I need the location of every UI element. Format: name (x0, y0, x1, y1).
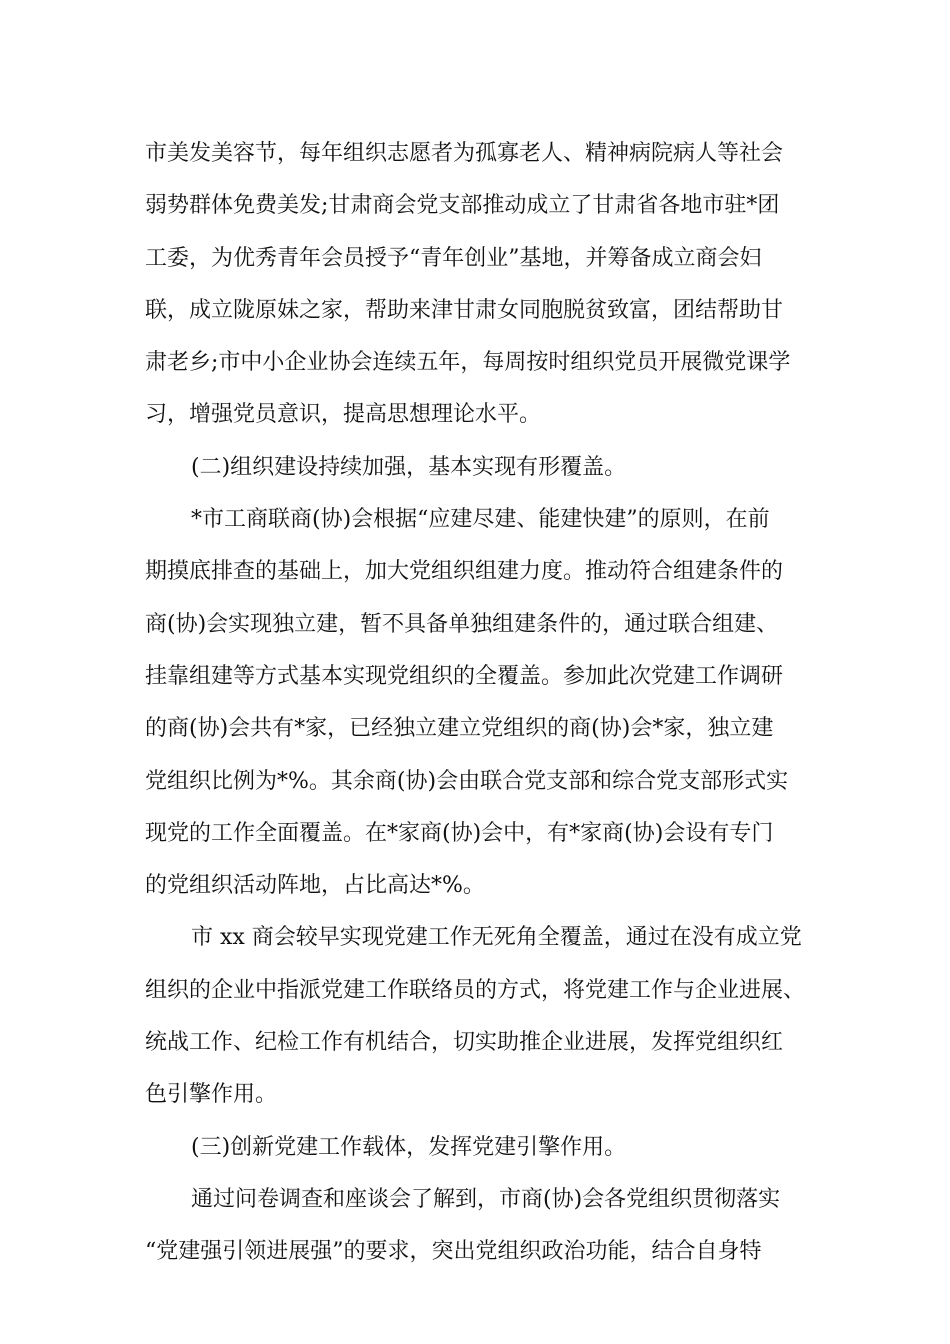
text-line: 的商(协)会共有*家，已经独立建立党组织的商(协)会*家，独立建 (145, 716, 774, 742)
text-line: 色引擎作用。 (145, 1082, 278, 1108)
text-line: 联，成立陇原妹之家，帮助来津甘肃女同胞脱贫致富，团结帮助甘 (145, 297, 784, 323)
document-body (145, 134, 825, 1285)
text-line: 党组织比例为*%。其余商(协)会由联合党支部和综合党支部形式实 (145, 768, 789, 794)
section-heading: (二)组织建设持续加强，基本实现有形覆盖。 (191, 454, 627, 480)
text-line: 现党的工作全面覆盖。在*家商(协)会中，有*家商(协)会设有专门 (145, 820, 774, 846)
text-line: 通过问卷调查和座谈会了解到，市商(协)会各党组织贯彻落实 (191, 1186, 781, 1212)
text-line: *市工商联商(协)会根据“应建尽建、能建快建”的原则，在前 (191, 507, 770, 533)
text-line: 肃老乡;市中小企业协会连续五年，每周按时组织党员开展微党课学 (145, 350, 791, 376)
section-heading: (三)创新党建工作载体，发挥党建引擎作用。 (191, 1134, 627, 1160)
text-line: 弱势群体免费美发;甘肃商会党支部推动成立了甘肃省各地市驻*团 (145, 193, 780, 219)
text-line: 商(协)会实现独立建，暂不具备单独组建条件的，通过联合组建、 (145, 611, 779, 637)
text-line: 期摸底排查的基础上，加大党组织组建力度。推动符合组建条件的 (145, 559, 784, 585)
text-line: 的党组织活动阵地，占比高达*%。 (145, 873, 485, 899)
text-line: “党建强引领进展强”的要求，突出党组织政治功能，结合自身特 (145, 1239, 762, 1265)
text-line: 组织的企业中指派党建工作联络员的方式，将党建工作与企业进展、 (145, 977, 806, 1003)
text-line: 市 xx 商会较早实现党建工作无死角全覆盖，通过在没有成立党 (191, 925, 802, 951)
text-line: 统战工作、纪检工作有机结合，切实助推企业进展，发挥党组织红 (145, 1030, 784, 1056)
text-line: 挂靠组建等方式基本实现党组织的全覆盖。参加此次党建工作调研 (145, 663, 784, 689)
text-line: 习，增强党员意识，提高思想理论水平。 (145, 402, 542, 428)
text-line: 市美发美容节，每年组织志愿者为孤寡老人、精神病院病人等社会 (145, 141, 784, 166)
text-line: 工委，为优秀青年会员授予“青年创业”基地，并筹备成立商会妇 (145, 245, 762, 271)
